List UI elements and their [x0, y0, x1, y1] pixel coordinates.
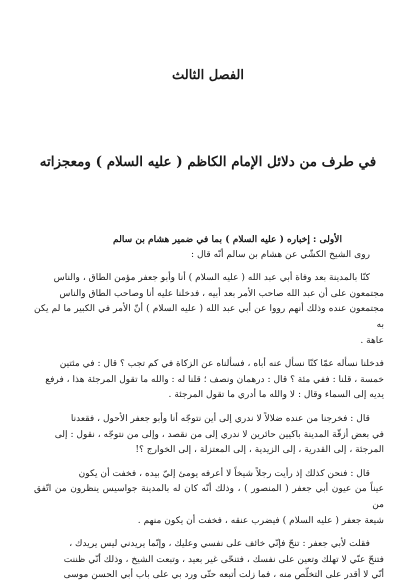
paragraph-gap [34, 529, 384, 537]
text-line: يديه إلى السماء وقال : لا والله ما أدري ما تقول المرجئة . [168, 390, 384, 401]
text-line: أنّي لا أقدر على التخلّص منه ، فما زلت أتبعه حتّى ورد بي على باب أبي الحسن موسى [63, 570, 384, 581]
paragraph-gap [34, 263, 384, 271]
text-line: شيعة جعفر ( عليه السلام ) فيضرب عنقه ، فخفت أن يكون منهم . [137, 515, 384, 526]
paragraph-gap [34, 459, 384, 467]
text-line: فقلت لأبي جعفر : تنحّ فإنّي خائف على نفسي وعليك ، وإنّما يريدني ليس يريدك ، [69, 539, 370, 550]
text-line: مجتمعون على أن عبد الله صاحب الأمر بعد أبيه ، فدخلنا عليه أنا وصاحب الطاق والناس [59, 288, 384, 299]
body-text [34, 232, 384, 584]
text-line: قال : فنحن كذلك إذ رأيت رجلاً شيخاً لا أعرفه يومئ إليّ بيده ، فخفت أن يكون [78, 468, 370, 479]
text-line: قال : فخرجنا من عنده ضلالاً لا ندري إلى أين نتوجّه أنا وأبو جعفر الأحول ، فقعدنا [70, 413, 370, 424]
paragraph-gap [34, 404, 384, 412]
text-line: كنّا بالمدينة بعد وفاة أبي عبد الله ( عليه السلام ) أنا وأبو جعفر مؤمن الطاق ، والناس [53, 273, 370, 284]
chapter-heading: في طرف من دلائل الإمام الكاظم ( عليه السلام ) ومعجزاته [39, 154, 377, 170]
chapter-title: الفصل الثالث [172, 68, 244, 83]
text-line: المرجئة ، إلى القدرية ، إلى الزيدية ، إلى المعتزلة ، إلى الخوارج ؟! [135, 445, 384, 456]
text-line: عاهة . [360, 335, 384, 346]
paragraph-gap [34, 349, 384, 357]
text-line: في بعض أزقّة المدينة باكيين حائرين لا ندري إلى من نقصد ، وإلى من نتوجّه ، نقول : إلى [54, 429, 384, 440]
text-line: خمسة ، قلنا : ففي مئة ؟ قال : درهمان ونصف ؛ قلنا له : والله ما تقول المرجئة هذا ، فرفع [45, 374, 384, 385]
section-title: الأولى : إخباره ( عليه السلام ) بما في ضمير هشام بن سالم [113, 234, 342, 245]
text-line: روى الشيخ الكشّي عن هشام بن سالم أنّه قال : [191, 249, 370, 260]
text-line: فتنحّ عنّي لا تهلك وتعين على نفسك ، فتنحّى غير بعيد ، وتبعت الشيخ ، وذلك أنّي ظننت [63, 554, 384, 565]
text-line: مجتمعون عنده وذلك أنهم رووا عن أبي عبد الله ( عليه السلام ) أنّ الأمر في الكبير ما لم يكن به [34, 304, 384, 330]
text-line: عيناً من عيون أبي جعفر ( المنصور ) ، وذلك أنّه كان له بالمدينة جواسيس ينظرون من اتّفق من [34, 484, 384, 510]
text-line: فدخلنا نسأله عمّا كنّا نسأل عنه أباه ، فسألناه عن الزكاة في كم تجب ؟ قال : في مئتين [59, 359, 384, 370]
